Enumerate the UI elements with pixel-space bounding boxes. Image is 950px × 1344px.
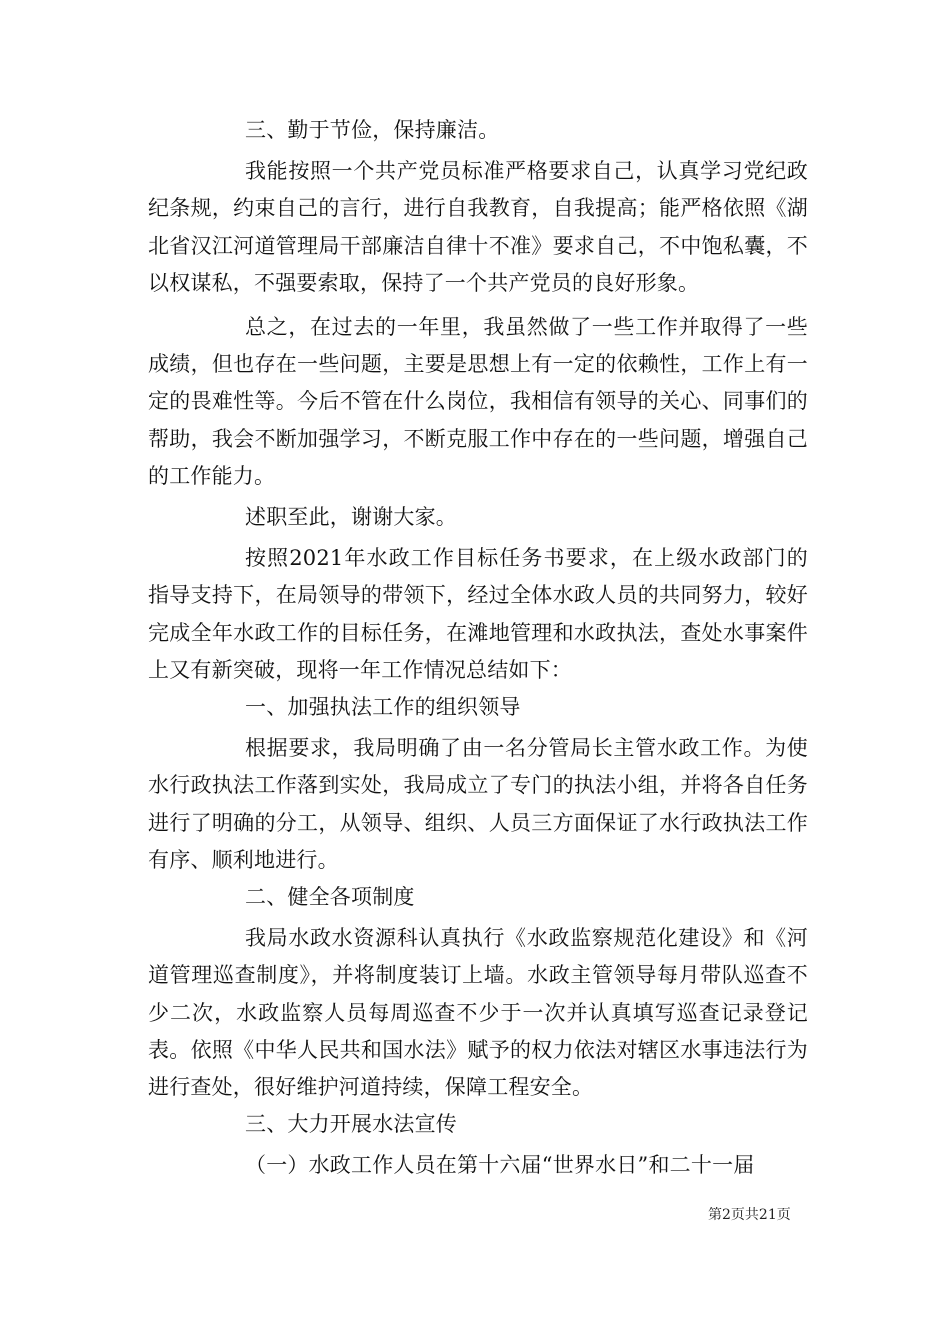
- heading-water-law-publicity: 三、大力开展水法宣传: [245, 1112, 457, 1137]
- heading-thrift-integrity: 三、勤于节俭，保持廉洁。: [245, 118, 500, 142]
- document-body: [148, 112, 808, 1185]
- paragraph-closing-thanks: 述职至此，谢谢大家。: [245, 505, 457, 530]
- heading-systems: 二、健全各项制度: [245, 885, 415, 910]
- paragraph-water-day: （一）水政工作人员在第十六届“世界水日”和二十一届: [245, 1153, 755, 1178]
- paragraph-integrity-self-discipline: 我能按照一个共产党员标准严格要求自己，认真学习党纪政纪条规，约束自己的言行，进行自我教育，自我提高；能严格依照《湖北省汉江河道管理局干部廉洁自律十不准》要求自己，不中饱私囊，不以权谋私，不强要索取，保持了一个共产党员的良好形象。: [148, 159, 808, 295]
- paragraph-systems: 我局水政水资源科认真执行《水政监察规范化建设》和《河道管理巡查制度》，并将制度装订上墙。水政主管领导每月带队巡查不少二次，水政监察人员每周巡查不少于一次并认真填写巡查记录登记表。依照《中华人民共和国水法》赋予的权力依法对辖区水事违法行为进行查处，很好维护河道持续，保障工程安全。: [148, 926, 808, 1100]
- heading-enforcement-leadership: 一、加强执法工作的组织领导: [245, 695, 521, 720]
- paragraph-water-admin-intro: 按照2021年水政工作目标任务书要求，在上级水政部门的指导支持下，在局领导的带领下，经过全体水政人员的共同努力，较好完成全年水政工作的目标任务，在滩地管理和水政执法，查处水事案件上又有新突破，现将一年工作情况总结如下：: [148, 546, 808, 682]
- paragraph-enforcement-leadership: 根据要求，我局明确了由一名分管局长主管水政工作。为使水行政执法工作落到实处，我局成立了专门的执法小组，并将各自任务进行了明确的分工，从领导、组织、人员三方面保证了水行政执法工作有序、顺利地进行。: [148, 736, 808, 872]
- paragraph-summary: 总之，在过去的一年里，我虽然做了一些工作并取得了一些成绩，但也存在一些问题，主要是思想上有一定的依赖性，工作上有一定的畏难性等。今后不管在什么岗位，我相信有领导的关心、同事们的帮助，我会不断加强学习，不断克服工作中存在的一些问题，增强自己的工作能力。: [148, 315, 808, 488]
- page-number-footer: 第2页共21页: [708, 1207, 791, 1223]
